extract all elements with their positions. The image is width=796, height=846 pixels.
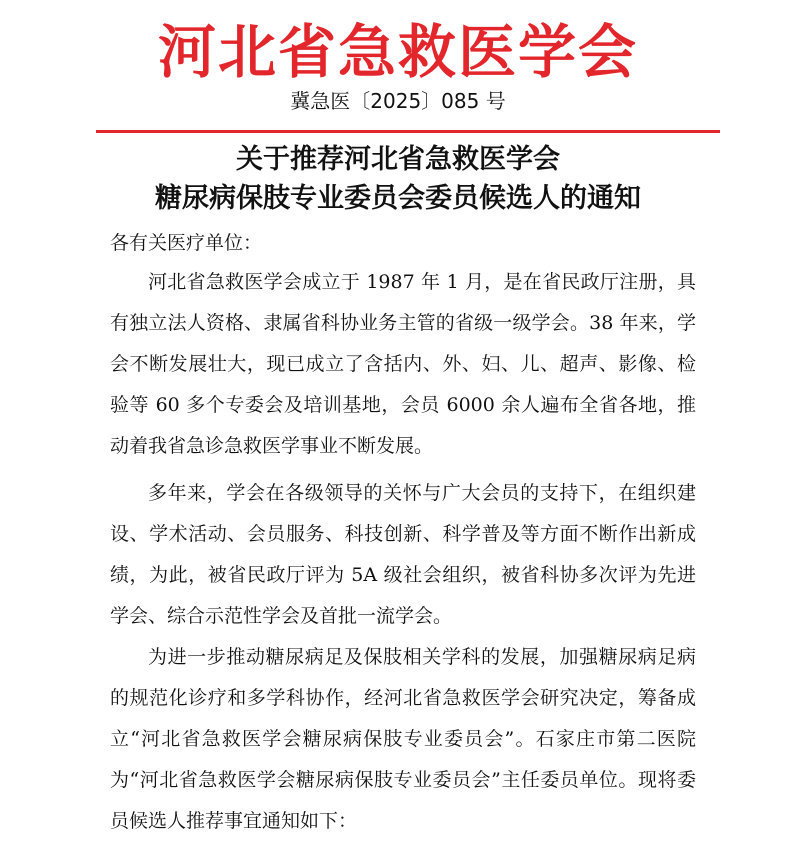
header-divider (96, 130, 720, 133)
document-number: 冀急医〔2025〕085 号 (290, 89, 506, 113)
body-paragraph-1: 河北省急救医学会成立于 1987 年 1 月，是在省民政厅注册，具有独立法人资格、隶属省科协业务主管的省级一级学会。38 年来，学会不断发展壮大，现已成立了含括内、外、妇、儿、超声、影像、检验等 60 多个专委会及培训基地，会员 6000 余人遍布全省各地，推动着我省急诊急救医学事业不断发展。 (110, 271, 696, 457)
notice-title-line-1: 关于推荐河北省急救医学会 (236, 144, 560, 175)
body-paragraph-3: 为进一步推动糖尿病足及保肢相关学科的发展，加强糖尿病足病的规范化诊疗和多学科协作，经河北省急救医学会研究决定，筹备成立“河北省急救医学会糖尿病保肢专业委员会”。石家庄市第二医院为“河北省急救医学会糖尿病保肢专业委员会”主任委员单位。现将委员候选人推荐事宜通知如下： (110, 646, 696, 832)
organization-title: 河北省急救医学会 (157, 18, 638, 86)
salutation: 各有关医疗单位： (110, 232, 263, 254)
body-paragraph-2: 多年来，学会在各级领导的关怀与广大会员的支持下，在组织建设、学术活动、会员服务、科技创新、科学普及等方面不断作出新成绩，为此，被省民政厅评为 5A 级社会组织，被省科协多次评为先进学会、综合示范性学会及首批一流学会。 (110, 482, 696, 627)
notice-title-line-2: 糖尿病保肢专业委员会委员候选人的通知 (155, 183, 641, 214)
